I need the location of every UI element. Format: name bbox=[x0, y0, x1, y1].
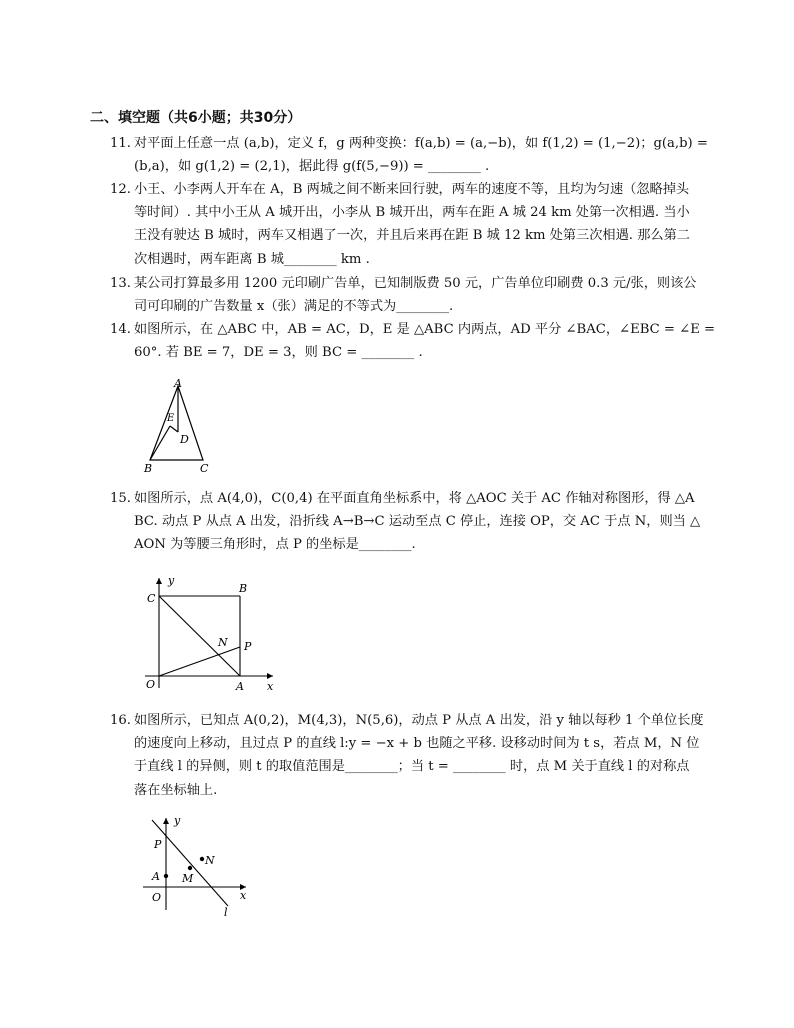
question-line: 于直线 l 的异侧，则 t 的取值范围是________；当 t = ________ 时，点 M 关于直线 l 的对称点 bbox=[134, 759, 690, 775]
question-line: 的速度向上移动，且过点 P 的直线 l:y = −x + b 也随之平移. 设移动时间为 t s，若点 M，N 位 bbox=[134, 736, 700, 752]
label-a: A bbox=[174, 377, 182, 390]
label-x: x bbox=[240, 889, 247, 902]
segment-be bbox=[150, 426, 170, 460]
question-line: 某公司打算最多用 1200 元印刷广告单，已知制版费 50 元，广告单位印刷费 0.3 元/张，则该公 bbox=[134, 276, 697, 291]
label-a: A bbox=[236, 680, 244, 693]
y-axis-arrow-icon bbox=[156, 578, 162, 584]
figure-15-coordinate-square bbox=[135, 570, 285, 698]
label-n: N bbox=[205, 854, 215, 867]
question-line: 对平面上任意一点 (a,b)，定义 f，g 两种变换：f(a,b) = (a,−b)，如 f(1,2) = (1,−2)；g(a,b) = bbox=[134, 136, 708, 151]
question-number: 11. bbox=[110, 136, 131, 151]
question-line: 如图所示，点 A(4,0)，C(0,4) 在平面直角坐标系中，将 △AOC 关于 AC 作轴对称图形，得 △A bbox=[134, 491, 695, 506]
question-15 bbox=[110, 487, 710, 557]
label-o: O bbox=[146, 678, 156, 691]
label-b: B bbox=[144, 462, 153, 475]
triangle-abc bbox=[150, 386, 203, 460]
question-line: 落在坐标轴上. bbox=[134, 782, 218, 798]
question-16 bbox=[110, 709, 710, 802]
segment-ca bbox=[159, 596, 240, 676]
section-title: 二、填空题（共6小题；共30分） bbox=[90, 110, 302, 126]
question-13 bbox=[110, 272, 710, 318]
question-line: 司可印刷的广告数量 x（张）满足的不等式为________. bbox=[134, 299, 454, 315]
question-line: 如图所示，在 △ABC 中，AB = AC，D，E 是 △ABC 内两点，AD 平分 ∠BAC，∠EBC = ∠E = bbox=[134, 322, 716, 337]
label-b: B bbox=[239, 582, 248, 595]
label-x: x bbox=[267, 680, 274, 693]
point-m bbox=[188, 866, 192, 870]
question-line: 次相遇时，两车距离 B 城________ km . bbox=[134, 251, 370, 267]
label-y: y bbox=[174, 814, 181, 827]
label-m: M bbox=[182, 872, 194, 885]
label-c: C bbox=[200, 462, 209, 475]
figure-16-line-graph bbox=[138, 812, 258, 918]
question-line: 王没有驶达 B 城时，两车又相遇了一次，并且后来再在距 B 城 12 km 处第三次相遇. 那么第二 bbox=[134, 228, 690, 244]
label-e: E bbox=[167, 413, 175, 424]
label-o: O bbox=[152, 891, 162, 904]
x-axis-arrow-icon bbox=[267, 673, 273, 679]
line-l bbox=[152, 820, 228, 906]
question-number: 15. bbox=[110, 491, 131, 506]
label-a: A bbox=[152, 870, 160, 883]
question-number: 16. bbox=[110, 713, 131, 728]
label-p: P bbox=[154, 838, 162, 851]
segment-op bbox=[159, 647, 240, 676]
question-line: BC. 动点 P 从点 A 出发，沿折线 A→B→C 运动至点 C 停止，连接 OP，交 AC 于点 N，则当 △ bbox=[134, 514, 701, 530]
label-c: C bbox=[147, 592, 156, 605]
segment-ed bbox=[170, 426, 178, 432]
label-l: l bbox=[224, 906, 228, 918]
question-line: 小王、小李两人开车在 A，B 两城之间不断来回行驶，两车的速度不等，且均为匀速（忽略掉头 bbox=[134, 182, 690, 197]
question-12 bbox=[110, 178, 710, 271]
question-14 bbox=[110, 318, 716, 364]
question-line: 60°. 若 BE = 7，DE = 3，则 BC = ________ . bbox=[134, 345, 423, 361]
y-axis-arrow-icon bbox=[163, 818, 169, 824]
question-line: 如图所示，已知点 A(0,2)，M(4,3)，N(5,6)，动点 P 从点 A 出发，沿 y 轴以每秒 1 个单位长度 bbox=[134, 713, 704, 728]
label-d: D bbox=[180, 433, 189, 446]
label-n: N bbox=[218, 636, 228, 649]
figure-14-triangle bbox=[135, 376, 225, 476]
label-p: P bbox=[244, 640, 252, 653]
question-11 bbox=[110, 132, 710, 178]
question-number: 14. bbox=[110, 322, 131, 337]
question-line: AON 为等腰三角形时，点 P 的坐标是________. bbox=[134, 537, 416, 553]
question-number: 12. bbox=[110, 182, 131, 197]
question-line: 等时间）. 其中小王从 A 城开出，小李从 B 城开出，两车在距 A 城 24 km 处第一次相遇. 当小 bbox=[134, 205, 690, 221]
point-a bbox=[164, 874, 168, 878]
question-number: 13. bbox=[110, 276, 131, 291]
question-line: (b,a)，如 g(1,2) = (2,1)，据此得 g(f(5,−9)) = ________ . bbox=[134, 159, 490, 175]
point-n bbox=[200, 857, 204, 861]
label-y: y bbox=[168, 574, 175, 587]
